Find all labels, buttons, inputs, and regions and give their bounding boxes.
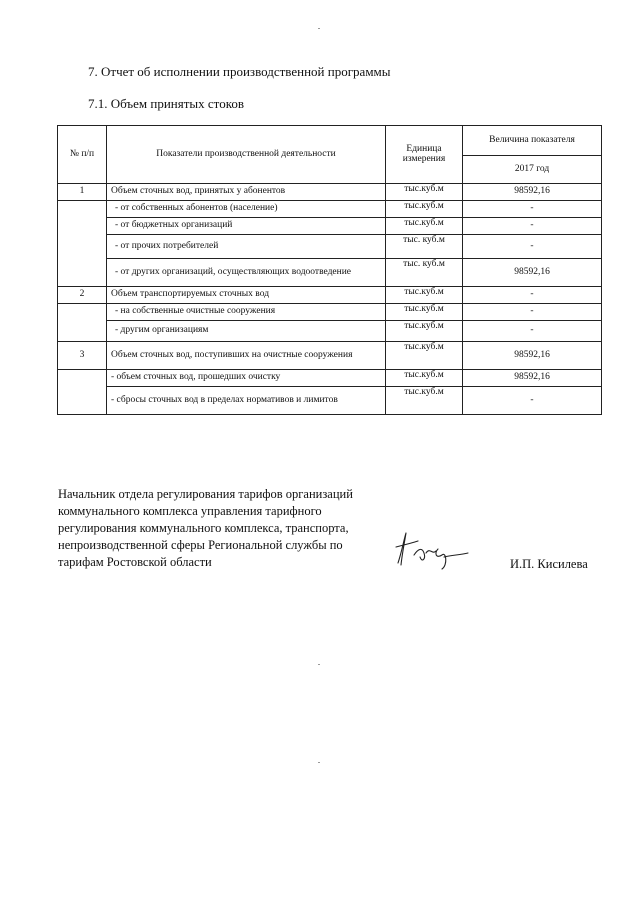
row-indicator: - от других организаций, осуществляющих водоотведение: [107, 259, 386, 287]
row-value: 98592,16: [463, 370, 602, 387]
header-value-group: Величина показателя: [463, 126, 602, 156]
header-unit: Единица измерения: [386, 126, 463, 184]
table-row: [58, 370, 602, 387]
header-num: № п/п: [58, 126, 107, 184]
row-indicator: - от прочих потребителей: [107, 235, 386, 259]
row-indicator: Объем сточных вод, принятых у абонентов: [107, 184, 386, 201]
section-heading: 7. Отчет об исполнении производственной программы: [88, 64, 391, 79]
row-num: 2: [58, 287, 107, 304]
row-value: -: [463, 304, 602, 321]
row-indicator: - объем сточных вод, прошедших очистку: [107, 370, 386, 387]
row-unit: тыс.куб.м: [386, 304, 463, 321]
signatory-position: Начальник отдела регулирования тарифов организаций коммунального комплекса управления тарифного регулирования коммунального комплекса, транспорта, непроизводственной сферы Региональной службы по тарифам Ростовской области: [58, 487, 353, 569]
row-num-merged: [58, 304, 107, 342]
row-value: -: [463, 235, 602, 259]
row-unit: тыс.куб.м: [386, 218, 463, 235]
row-indicator: - от собственных абонентов (население): [107, 201, 386, 218]
row-value: 98592,16: [463, 184, 602, 201]
scan-dot: [318, 664, 320, 665]
row-unit: тыс. куб.м: [386, 259, 463, 287]
row-unit: тыс.куб.м: [386, 287, 463, 304]
row-value: 98592,16: [463, 259, 602, 287]
row-value: -: [463, 201, 602, 218]
row-value: 98592,16: [463, 342, 602, 370]
table-row: [58, 235, 602, 259]
table-row: [58, 201, 602, 218]
table-row: [58, 387, 602, 415]
row-indicator: Объем транспортируемых сточных вод: [107, 287, 386, 304]
row-unit: тыс.куб.м: [386, 387, 463, 415]
row-value: -: [463, 387, 602, 415]
subsection-heading: 7.1. Объем принятых стоков: [88, 96, 244, 111]
row-indicator: Объем сточных вод, поступивших на очистные сооружения: [107, 342, 386, 370]
row-unit: тыс. куб.м: [386, 235, 463, 259]
table-row: [58, 321, 602, 342]
row-unit: тыс.куб.м: [386, 342, 463, 370]
row-value: -: [463, 218, 602, 235]
row-indicator: - сбросы сточных вод в пределах нормативов и лимитов: [107, 387, 386, 415]
row-unit: тыс.куб.м: [386, 321, 463, 342]
row-indicator: - на собственные очистные сооружения: [107, 304, 386, 321]
table-row: [58, 287, 602, 304]
table-row: [58, 184, 602, 201]
row-num: 3: [58, 342, 107, 370]
table-row: [58, 259, 602, 287]
handwritten-signature: [392, 525, 472, 573]
scan-dot: [318, 762, 320, 763]
header-indicator: Показатели производственной деятельности: [107, 126, 386, 184]
scan-dot: [318, 28, 320, 29]
row-indicator: - от бюджетных организаций: [107, 218, 386, 235]
row-value: -: [463, 321, 602, 342]
row-indicator: - другим организациям: [107, 321, 386, 342]
row-num: 1: [58, 184, 107, 201]
table-row: [58, 304, 602, 321]
row-num-merged: [58, 370, 107, 415]
row-unit: тыс.куб.м: [386, 201, 463, 218]
table-row: [58, 218, 602, 235]
row-unit: тыс.куб.м: [386, 184, 463, 201]
row-num-merged: [58, 201, 107, 287]
row-unit: тыс.куб.м: [386, 370, 463, 387]
wastewater-volume-table: [57, 125, 602, 415]
table-row: [58, 342, 602, 370]
header-year: 2017 год: [463, 156, 602, 184]
row-value: -: [463, 287, 602, 304]
signer-name: И.П. Кисилева: [510, 557, 588, 571]
